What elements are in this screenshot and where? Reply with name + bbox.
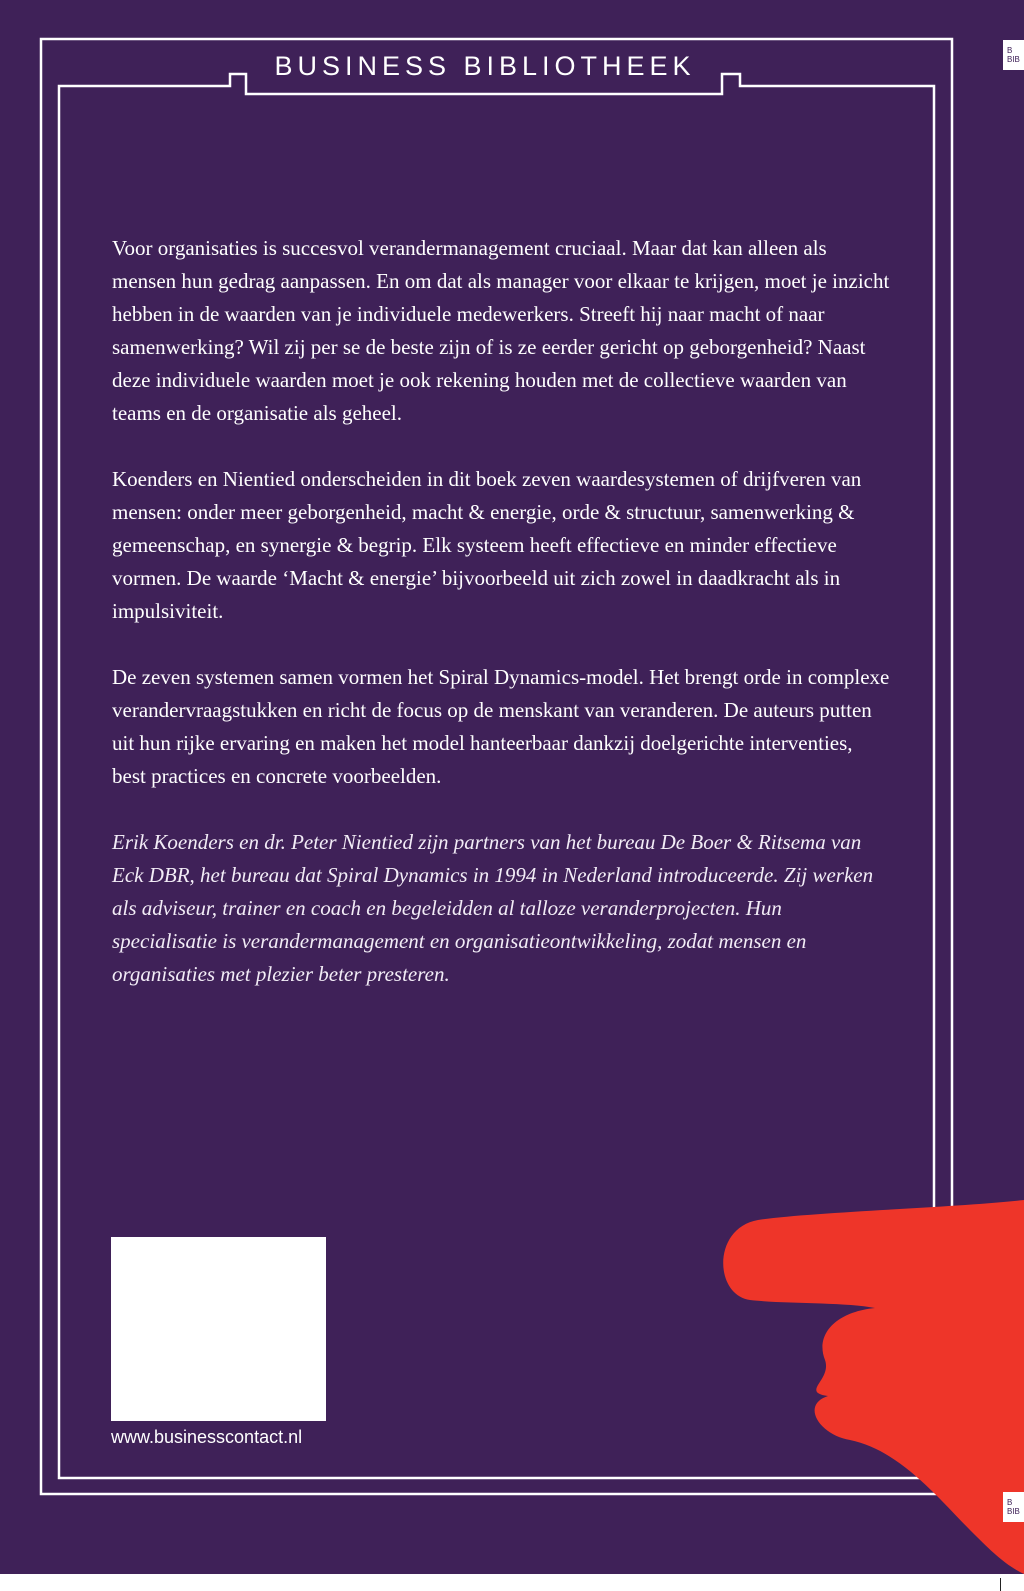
crop-mark: [1000, 1578, 1001, 1591]
spine-logo-line-1: B: [1007, 1498, 1013, 1507]
publisher-url: www.businesscontact.nl: [111, 1427, 303, 1447]
series-title: BUSINESS BIBLIOTHEEK: [274, 51, 696, 81]
author-bio: Erik Koenders en dr. Peter Nientied zijn partners van het bureau De Boer & Ritsema van Eck DBR, het bureau dat Spiral Dynamics in 1994 in Nederland introduceerde. Zij werken als adviseur, trainer en coach en begeleidden al talloze veranderprojecten. Hun specialisatie is verandermanagement en organisatieontwikkeling, zodat mensen en organisaties met plezier beter presteren.: [112, 830, 874, 986]
spine-logo-bottom: [1003, 1492, 1024, 1522]
red-hand-shape: [700, 1200, 1024, 1574]
spine-logo-line-2: BIB: [1007, 1507, 1020, 1516]
barcode-placeholder: [111, 1237, 326, 1421]
blurb: [112, 232, 890, 1024]
spine-logo-line-2: BIB: [1007, 55, 1020, 64]
spine-logo-top: [1003, 40, 1024, 70]
blurb-paragraph-1: Voor organisaties is succesvol verandermanagement cruciaal. Maar dat kan alleen als mensen hun gedrag aanpassen. En om dat als manager voor elkaar te krijgen, moet je inzicht hebben in de waarden van je individuele medewerkers. Streeft hij naar macht of naar samenwerking? Wil zij per se de beste zijn of is ze eerder gericht op geborgenheid? Naast deze individuele waarden moet je ook rekening houden met de collectieve waarden van teams en de organisatie als geheel.: [112, 236, 890, 425]
blurb-paragraph-3: De zeven systemen samen vormen het Spiral Dynamics-model. Het brengt orde in complexe verandervraagstukken en richt de focus op de menskant van veranderen. De auteurs putten uit hun rijke ervaring en maken het model hanteerbaar dankzij doelgerichte interventies, best practices en concrete voorbeelden.: [112, 665, 890, 788]
blurb-paragraph-2: Koenders en Nientied onderscheiden in dit boek zeven waardesystemen of drijfveren van mensen: onder meer geborgenheid, macht & energie, orde & structuur, samenwerking & gemeenschap, en synergie & begrip. Elk systeem heeft effectieve en minder effectieve vormen. De waarde ‘Macht & energie’ bijvoorbeeld uit zich zowel in daadkracht als in impulsiviteit.: [112, 467, 862, 623]
spine-logo-line-1: B: [1007, 46, 1013, 55]
